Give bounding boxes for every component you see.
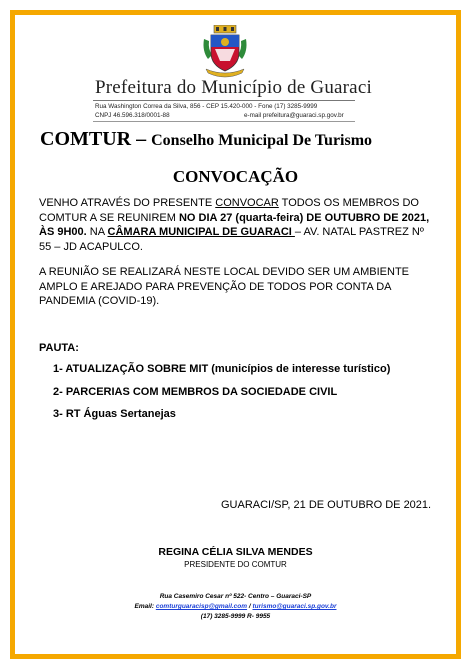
agenda-item: 1- ATUALIZAÇÃO SOBRE MIT (municípios de interesse turístico) [53, 363, 391, 375]
agenda-item: 3- RT Águas Sertanejas [53, 408, 176, 420]
letterhead-email: e-mail prefeitura@guaraci.sp.gov.br [244, 112, 344, 119]
p1-date: NO DIA 27 (quarta-feira) DE OUTUBRO DE 2021, ÀS 9H00. [39, 211, 430, 238]
footer-email-link-2[interactable]: turismo@guaraci.sp.gov.br [252, 603, 337, 610]
footer-email-separator: / [247, 603, 253, 610]
council-full-name: Conselho Municipal De Turismo [151, 132, 373, 149]
heading-separator: – [131, 128, 152, 150]
footer-address: Rua Casemiro Cesar nº 522- Centro – Guaraci-SP [159, 593, 312, 600]
municipal-crest-icon [202, 25, 248, 79]
footer-phone: (17) 3285-9999 R- 9955 [200, 613, 271, 620]
convocation-paragraph [39, 196, 439, 254]
footer-email-link-1[interactable]: comturguaracisp@gmail.com [155, 603, 248, 610]
p1-venue: CÂMARA MUNICIPAL DE GUARACI [107, 226, 295, 238]
document-title: CONVOCAÇÃO [172, 167, 299, 186]
council-abbr: COMTUR [40, 128, 132, 150]
footer-emails [0, 603, 471, 610]
p1-part2: TODOS OS MEMBROS DO COMTUR A SE REUNIREM [39, 197, 419, 224]
p1-convocar: CONVOCAR [215, 197, 279, 209]
letterhead-divider-bottom [93, 121, 355, 122]
reason-paragraph: A REUNIÃO SE REALIZARÁ NESTE LOCAL DEVIDO SER UM AMBIENTE AMPLO E AREJADO PARA PREVENÇÃO DE TODOS POR CONTA DA PANDEMIA (COVID-19). [39, 266, 410, 307]
agenda-label: PAUTA: [39, 342, 79, 354]
letterhead-cnpj: CNPJ 46.596.318/0001-88 [95, 112, 170, 119]
date-line: GUARACI/SP, 21 DE OUTUBRO DE 2021. [221, 499, 432, 511]
letterhead-divider [93, 100, 355, 101]
agenda-item: 2- PARCERIAS COM MEMBROS DA SOCIEDADE CIVIL [53, 386, 338, 398]
signatory-role: PRESIDENTE DO COMTUR [184, 560, 287, 569]
p1-part1: VENHO ATRAVÉS DO PRESENTE [39, 197, 216, 209]
footer-email-label: Email: [134, 603, 156, 610]
signatory-name: REGINA CÉLIA SILVA MENDES [158, 546, 313, 558]
p1-part4: – AV. NATAL PASTREZ Nº 55 – JD ACAPULCO. [39, 226, 424, 253]
council-heading [40, 128, 372, 151]
letterhead-address: Rua Washington Correa da Silva, 856 - CEP 15.420-000 - Fone (17) 3285-9999 [95, 103, 318, 110]
p1-part3: NA [86, 226, 108, 238]
prefeitura-title: Prefeitura do Município de Guaraci [95, 77, 372, 98]
